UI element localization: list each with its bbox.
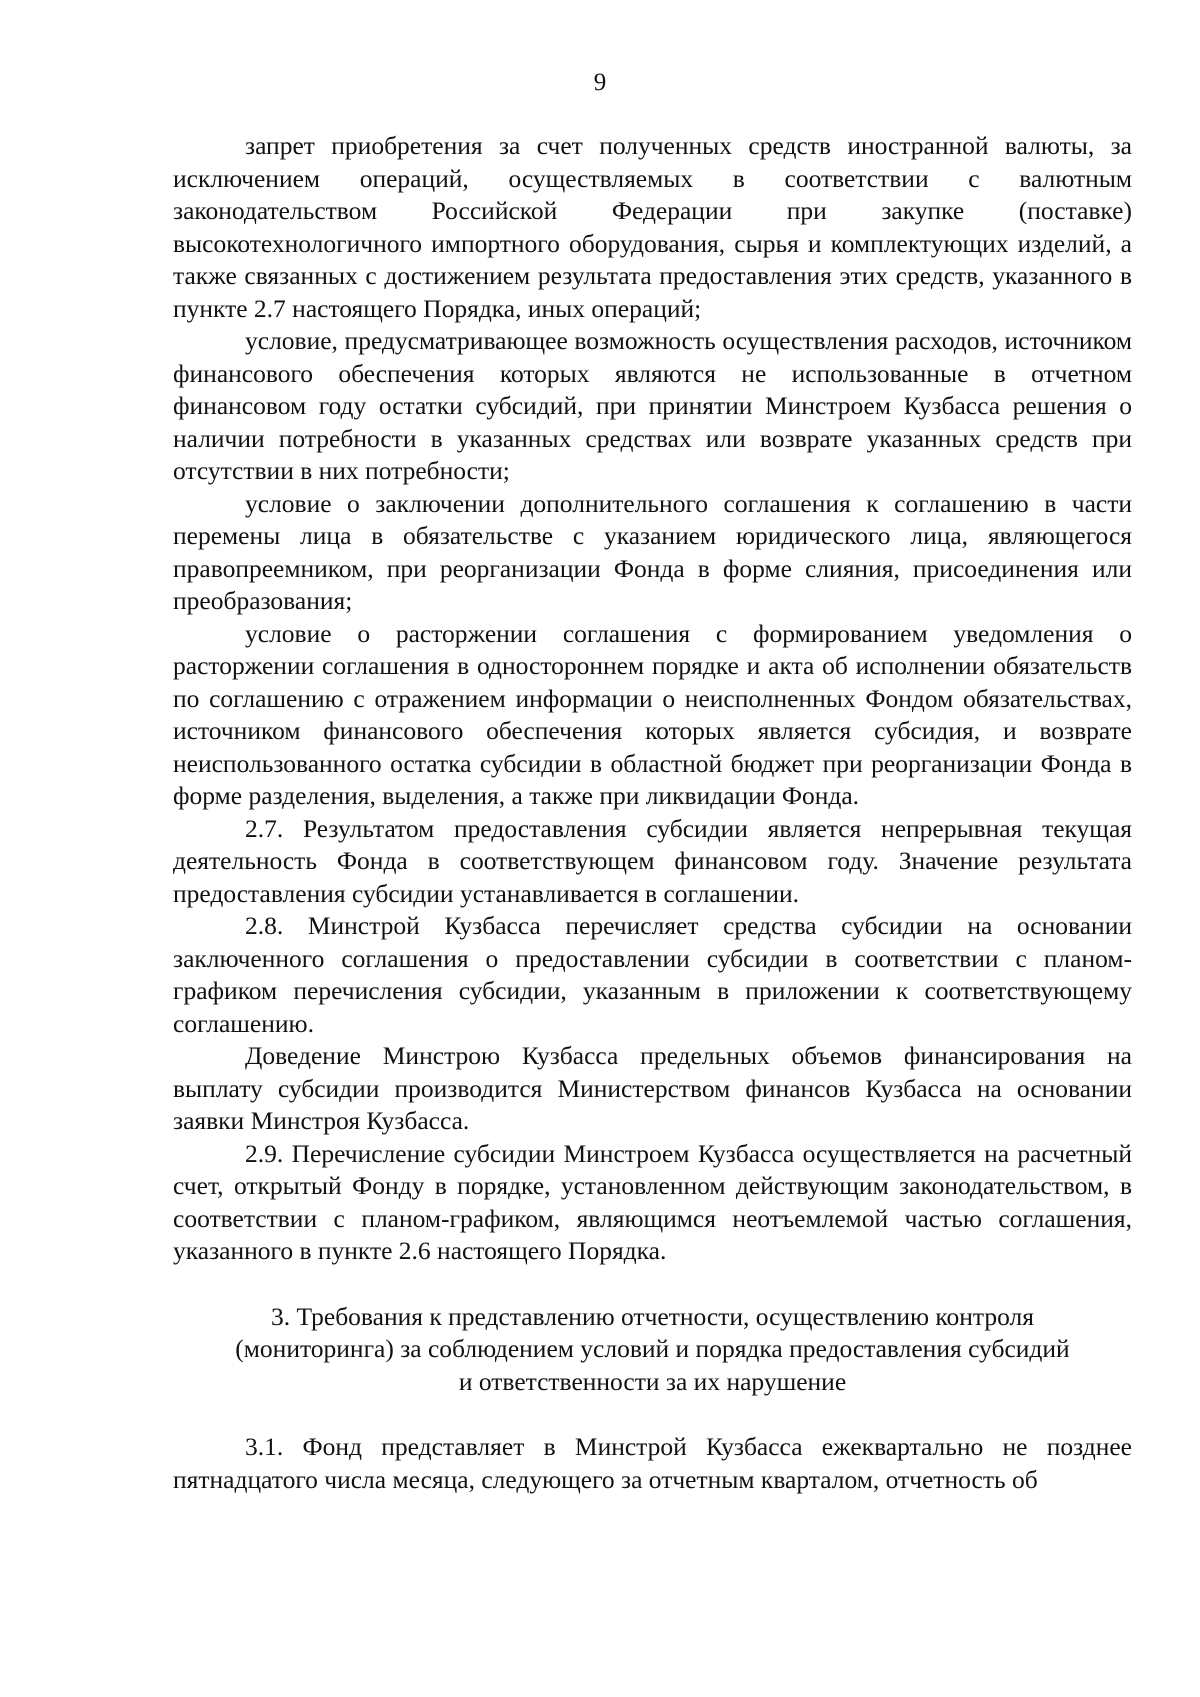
paragraph-currency-ban: запрет приобретения за счет полученных средств иностранной валюты, за исключением операций, осуществляемых в соответствии с валютным законодательством Российской Федерации при закупке (поставке) высокотехнологичного импортного оборудования, сырья и комплектующих изделий, а также связанных с достижением результата предоставления этих средств, указанного в пункте 2.7 настоящего Порядка, иных операций; xyxy=(173,131,1132,323)
document-body xyxy=(173,130,1132,1496)
section-heading-line: и ответственности за их нарушение xyxy=(458,1366,847,1396)
clause-2-8: 2.8. Минстрой Кузбасса перечисляет средства субсидии на основании заключенного соглашения о предоставлении субсидии в соответствии с планом-графиком перечисления субсидии, указанным в приложении к соответствующему соглашению. xyxy=(173,911,1132,1038)
paragraph-termination-condition: условие о расторжении соглашения с формированием уведомления о расторжении соглашения в одностороннем порядке и акта об исполнении обязательств по соглашению с отражением информации о неисполненных Фондом обязательствах, источником финансового обеспечения которых является субсидия, и возврате неиспользованного остатка субсидии в областной бюджет при реорганизации Фонда в форме разделения, выделения, а также при ликвидации Фонда. xyxy=(173,618,1132,810)
clause-3-1: 3.1. Фонд представляет в Минстрой Кузбасса ежеквартально не позднее пятнадцатого числа месяца, следующего за отчетным кварталом, отчетность об xyxy=(173,1432,1132,1494)
paragraph-unused-balance-condition: условие, предусматривающее возможность осуществления расходов, источником финансового обеспечения которых являются не использованные в отчетном финансовом году остатки субсидий, при принятии Минстроем Кузбасса решения о наличии потребности в указанных средствах или возврате указанных средств при отсутствии в них потребности; xyxy=(173,326,1132,485)
section-3-heading xyxy=(173,1301,1132,1399)
clause-2-7: 2.7. Результатом предоставления субсидии является непрерывная текущая деятельность Фонда в соответствующем финансовом году. Значение результата предоставления субсидии устанавливается в соглашении. xyxy=(173,813,1132,908)
paragraph-funding-limits: Доведение Минстрою Кузбасса предельных объемов финансирования на выплату субсидии производится Министерством финансов Кузбасса на основании заявки Минстроя Кузбасса. xyxy=(173,1041,1132,1135)
paragraph-additional-agreement-condition: условие о заключении дополнительного соглашения к соглашению в части перемены лица в обязательстве с указанием юридического лица, являющегося правопреемником, при реорганизации Фонда в форме слияния, присоединения или преобразования; xyxy=(173,488,1132,615)
section-heading-line: 3. Требования к представлению отчетности, осуществлению контроля xyxy=(271,1301,1034,1331)
section-heading-line: (мониторинга) за соблюдением условий и порядка предоставления субсидий xyxy=(235,1334,1070,1363)
page-number: 9 xyxy=(593,69,607,96)
clause-2-9: 2.9. Перечисление субсидии Минстроем Кузбасса осуществляется на расчетный счет, открытый Фонду в порядке, установленном действующим законодательством, в соответствии с планом-графиком, являющимся неотъемлемой частью соглашения, указанного в пункте 2.6 настоящего Порядка. xyxy=(173,1138,1132,1265)
